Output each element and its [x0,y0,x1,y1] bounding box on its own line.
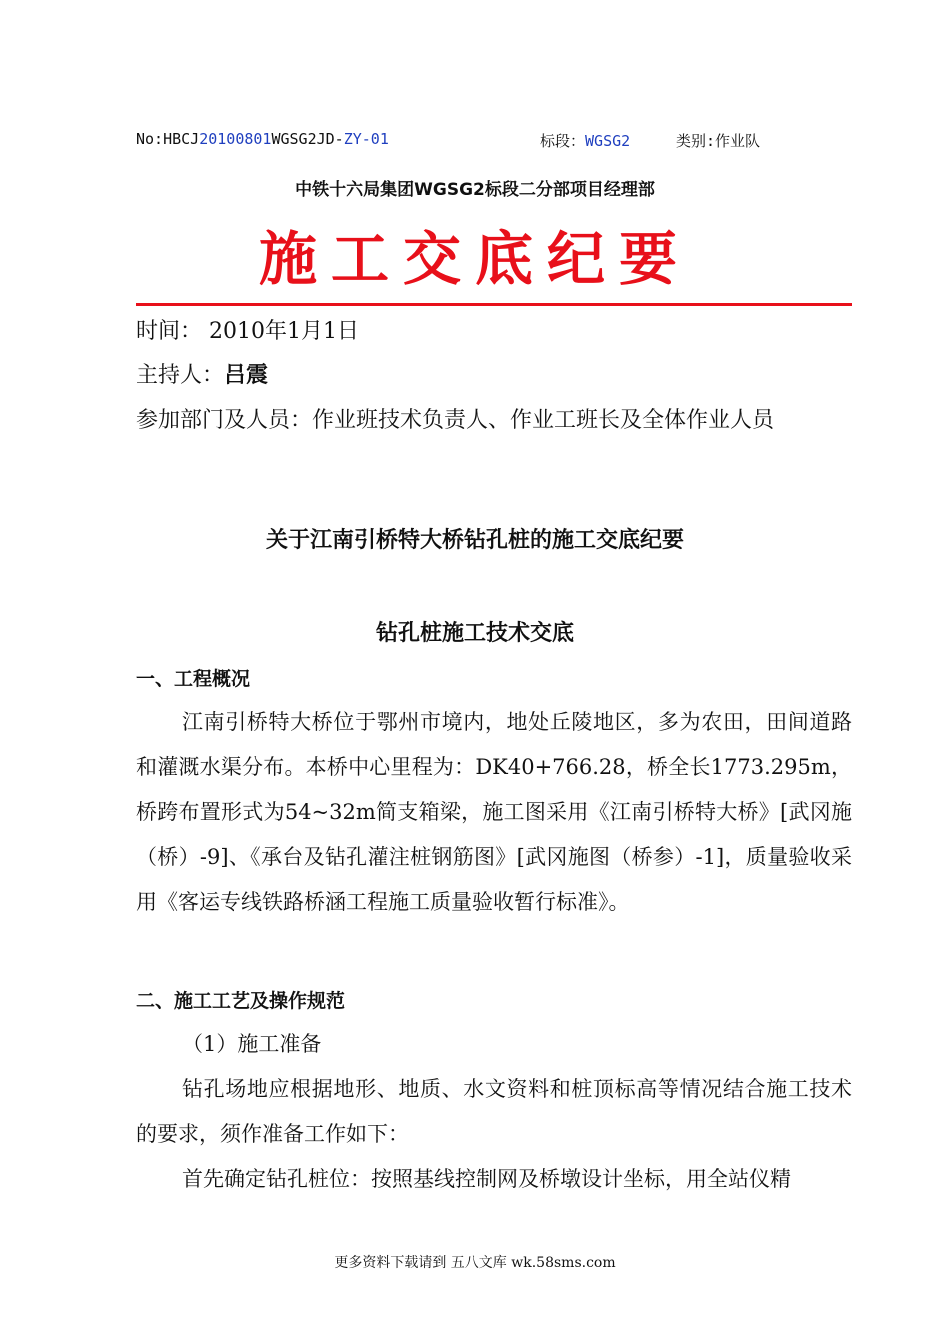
section-heading-overview: 一、工程概况 [136,668,251,690]
meeting-host: 主持人：吕震 [136,362,269,388]
red-divider [136,303,852,306]
category-field: 类别:作业队 [676,132,761,150]
sub-title: 钻孔桩施工技术交底 [375,621,574,646]
segment-field: 标段：WGSG2 [540,132,631,150]
organization-name: 中铁十六局集团WGSG2标段二分部项目经理部 [295,180,655,200]
main-title: 关于江南引桥特大桥钻孔桩的施工交底纪要 [265,528,684,553]
section-heading-process: 二、施工工艺及操作规范 [136,990,346,1012]
paragraph-pile-position: 首先确定钻孔桩位：按照基线控制网及桥墩设计坐标，用全站仪精 [182,1167,791,1191]
paragraph-overview: 江南引桥特大桥位于鄂州市境内，地处丘陵地区，多为农田，田间道路和灌溉水渠分布。本桥中心里程为：DK40+766.28，桥全长1773.295m，桥跨布置形式为54~32m简支箱梁，施工图采用《江南引桥特大桥》[武冈施（桥）-9]、《承台及钻孔灌注桩钢筋图》[武冈施图（桥参）-1]，质量验收采用《客运专线铁路桥涵工程施工质量验收暂行标准》。 [136,710,852,914]
document-number-line [136,130,836,148]
meeting-time: 时间： 2010年1月1日 [136,319,359,344]
meeting-participants: 参加部门及人员：作业班技术负责人、作业工班长及全体作业人员 [136,408,775,433]
subheading-preparation: （1）施工准备 [182,1032,322,1056]
footer-note: 更多资料下载请到 五八文库 wk.58sms.com [334,1255,616,1271]
document-number: No:HBCJ20100801WGSG2JD-ZY-01 [136,130,389,148]
paragraph-preparation: 钻孔场地应根据地形、地质、水文资料和桩顶标高等情况结合施工技术的要求，须作准备工作如下： [136,1077,852,1146]
document-title: 施工交底纪要 [258,225,691,293]
